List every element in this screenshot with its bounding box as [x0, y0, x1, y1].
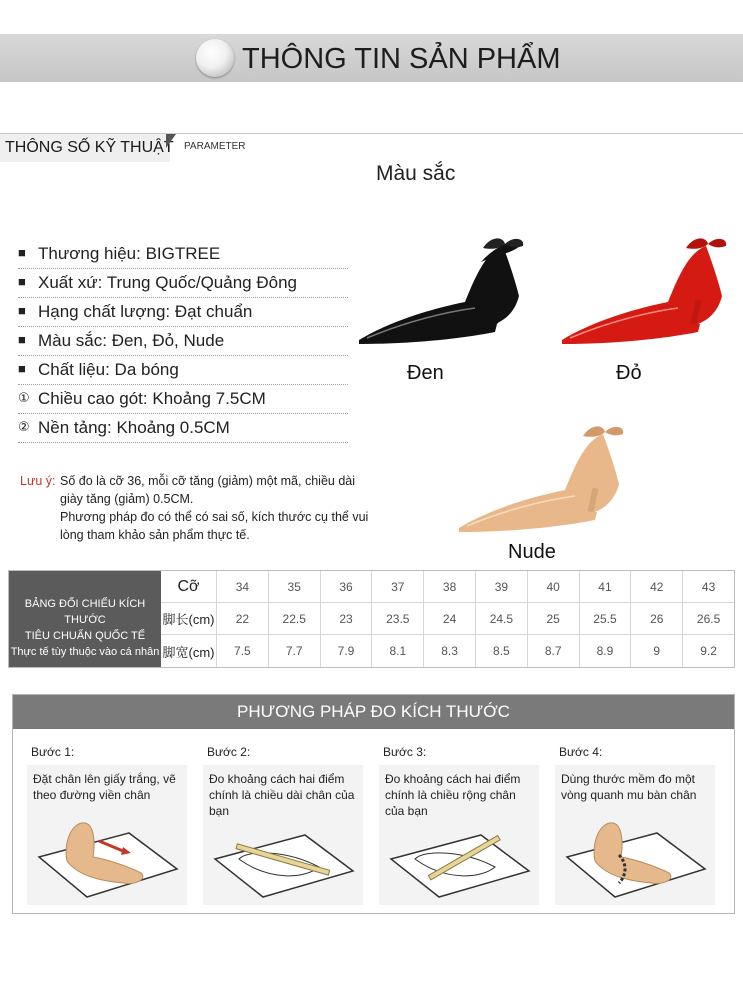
- size-cell: 26.5: [696, 611, 721, 626]
- size-cell: 39: [476, 571, 528, 602]
- section-title: THÔNG SỐ KỸ THUẬT: [0, 134, 170, 162]
- size-cell: 43: [701, 579, 716, 594]
- measure-method-title: PHƯƠNG PHÁP ĐO KÍCH THƯỚC: [13, 695, 734, 729]
- spec-row-heel-height: [18, 385, 348, 414]
- step-label: Bước 4:: [559, 745, 603, 759]
- size-cell: 38: [424, 571, 476, 602]
- size-row-head: 脚长(cm): [161, 603, 217, 634]
- measure-method-section: [12, 694, 735, 914]
- size-cell: 7.5: [217, 635, 269, 667]
- size-cell: 41: [580, 571, 632, 602]
- size-row: [161, 571, 734, 603]
- spec-text: Màu sắc: Đen, Đỏ, Nude: [38, 331, 225, 350]
- step-text: Đo khoảng cách hai điểm chính là chiều rộng chân của bạn: [385, 772, 521, 818]
- spec-text: Hạng chất lượng: Đạt chuẩn: [38, 302, 253, 321]
- size-cell: 24.5: [476, 603, 528, 634]
- spec-text: Xuất xứ: Trung Quốc/Quảng Đông: [38, 273, 297, 292]
- product-info-banner: [0, 34, 743, 82]
- step-card: [203, 765, 363, 905]
- size-cell: 23: [321, 603, 373, 634]
- step-card: [27, 765, 187, 905]
- step-3: [379, 745, 537, 905]
- size-cell: 7.9: [321, 635, 373, 667]
- spec-text: Thương hiệu: BIGTREE: [38, 244, 221, 263]
- spec-text: Chất liệu: Da bóng: [38, 360, 179, 379]
- size-chart: [8, 570, 735, 668]
- size-cell: 8.1: [372, 635, 424, 667]
- bullet-icon: ■: [18, 245, 26, 260]
- spec-row-material: [18, 356, 348, 385]
- spec-text: Nền tảng: Khoảng 0.5CM: [38, 418, 230, 437]
- spec-text: Chiều cao gót: Khoảng 7.5CM: [38, 389, 266, 408]
- circled-one-icon: ①: [18, 390, 30, 405]
- step-2: [203, 745, 361, 905]
- banner-title: THÔNG TIN SẢN PHẨM: [242, 43, 561, 75]
- spec-row-brand: [18, 240, 348, 269]
- size-cell: 37: [372, 571, 424, 602]
- spec-row-origin: [18, 269, 348, 298]
- size-cell: 36: [321, 571, 373, 602]
- step-label: Bước 2:: [207, 745, 251, 759]
- size-row: [161, 603, 734, 635]
- size-cell: 8.9: [580, 635, 632, 667]
- step-text: Dùng thước mềm đo một vòng quanh mu bàn chân: [561, 772, 697, 802]
- step-1: [27, 745, 185, 905]
- bullet-icon: ■: [18, 303, 26, 318]
- color-heading: Màu sắc: [376, 162, 456, 185]
- spec-list: [18, 240, 348, 443]
- note-line-1: Số đo là cỡ 36, mỗi cỡ tăng (giảm) một mã, chiều dài giày tăng (giảm) 0.5CM.: [60, 474, 355, 506]
- spec-row-colors: [18, 327, 348, 356]
- size-chart-title-line1: BẢNG ĐỐI CHIẾU KÍCH THƯỚC: [24, 598, 146, 626]
- size-chart-title: [9, 571, 161, 667]
- bullet-icon: ■: [18, 274, 26, 289]
- size-row-head: Cỡ: [161, 571, 217, 602]
- circle-icon: [196, 39, 234, 77]
- section-subtitle: PARAMETER: [184, 141, 246, 152]
- size-cell: 8.3: [424, 635, 476, 667]
- size-cell: 7.7: [269, 635, 321, 667]
- size-chart-title-line2: TIÊU CHUẨN QUỐC TẾ: [24, 630, 146, 642]
- size-note: [20, 472, 380, 544]
- color-label-black: Đen: [407, 362, 444, 384]
- size-cell: 9.2: [700, 644, 717, 658]
- red-shoe-image: [558, 232, 733, 347]
- foot-width-ruler-icon: [385, 829, 533, 901]
- size-cell: 42: [631, 571, 683, 602]
- size-cell: 26: [631, 603, 683, 634]
- spec-row-quality: [18, 298, 348, 327]
- color-label-red: Đỏ: [616, 362, 642, 384]
- foot-trace-icon: [33, 811, 181, 901]
- size-cell: 8.5: [476, 635, 528, 667]
- spec-row-platform: [18, 414, 348, 443]
- size-cell: 25: [528, 603, 580, 634]
- size-row: [161, 635, 734, 667]
- bullet-icon: ■: [18, 361, 26, 376]
- step-text: Đo khoảng cách hai điểm chính là chiều dài chân của bạn: [209, 772, 355, 818]
- size-cell: 35: [269, 571, 321, 602]
- size-cell: 9: [631, 635, 683, 667]
- size-chart-grid: [161, 571, 734, 667]
- size-cell: 23.5: [372, 603, 424, 634]
- size-cell: 34: [217, 571, 269, 602]
- step-card: [379, 765, 539, 905]
- step-text: Đặt chân lên giấy trắng, vẽ theo đường viền chân: [33, 772, 176, 802]
- size-cell: 22: [217, 603, 269, 634]
- size-cell: 24: [424, 603, 476, 634]
- note-line-2: Phương pháp đo có thể có sai số, kích thước cụ thể vui lòng tham khảo sản phẩm thực tế.: [60, 510, 369, 542]
- step-label: Bước 3:: [383, 745, 427, 759]
- size-row-head: 脚宽(cm): [161, 635, 217, 667]
- size-cell: 8.7: [528, 635, 580, 667]
- step-card: [555, 765, 715, 905]
- black-shoe-image: [355, 232, 530, 347]
- foot-tape-measure-icon: [561, 811, 709, 901]
- size-cell: 25.5: [580, 603, 632, 634]
- step-4: [555, 745, 713, 905]
- bullet-icon: ■: [18, 332, 26, 347]
- color-label-nude: Nude: [508, 541, 556, 563]
- size-cell: 22.5: [269, 603, 321, 634]
- step-label: Bước 1:: [31, 745, 75, 759]
- foot-length-ruler-icon: [209, 829, 357, 901]
- note-label: Lưu ý:: [20, 474, 56, 488]
- nude-shoe-image: [455, 420, 630, 535]
- size-chart-title-line3: Thực tế tùy thuộc vào cá nhân: [10, 646, 160, 658]
- circled-two-icon: ②: [18, 419, 30, 434]
- triangle-icon: [166, 134, 176, 148]
- size-cell: 40: [528, 571, 580, 602]
